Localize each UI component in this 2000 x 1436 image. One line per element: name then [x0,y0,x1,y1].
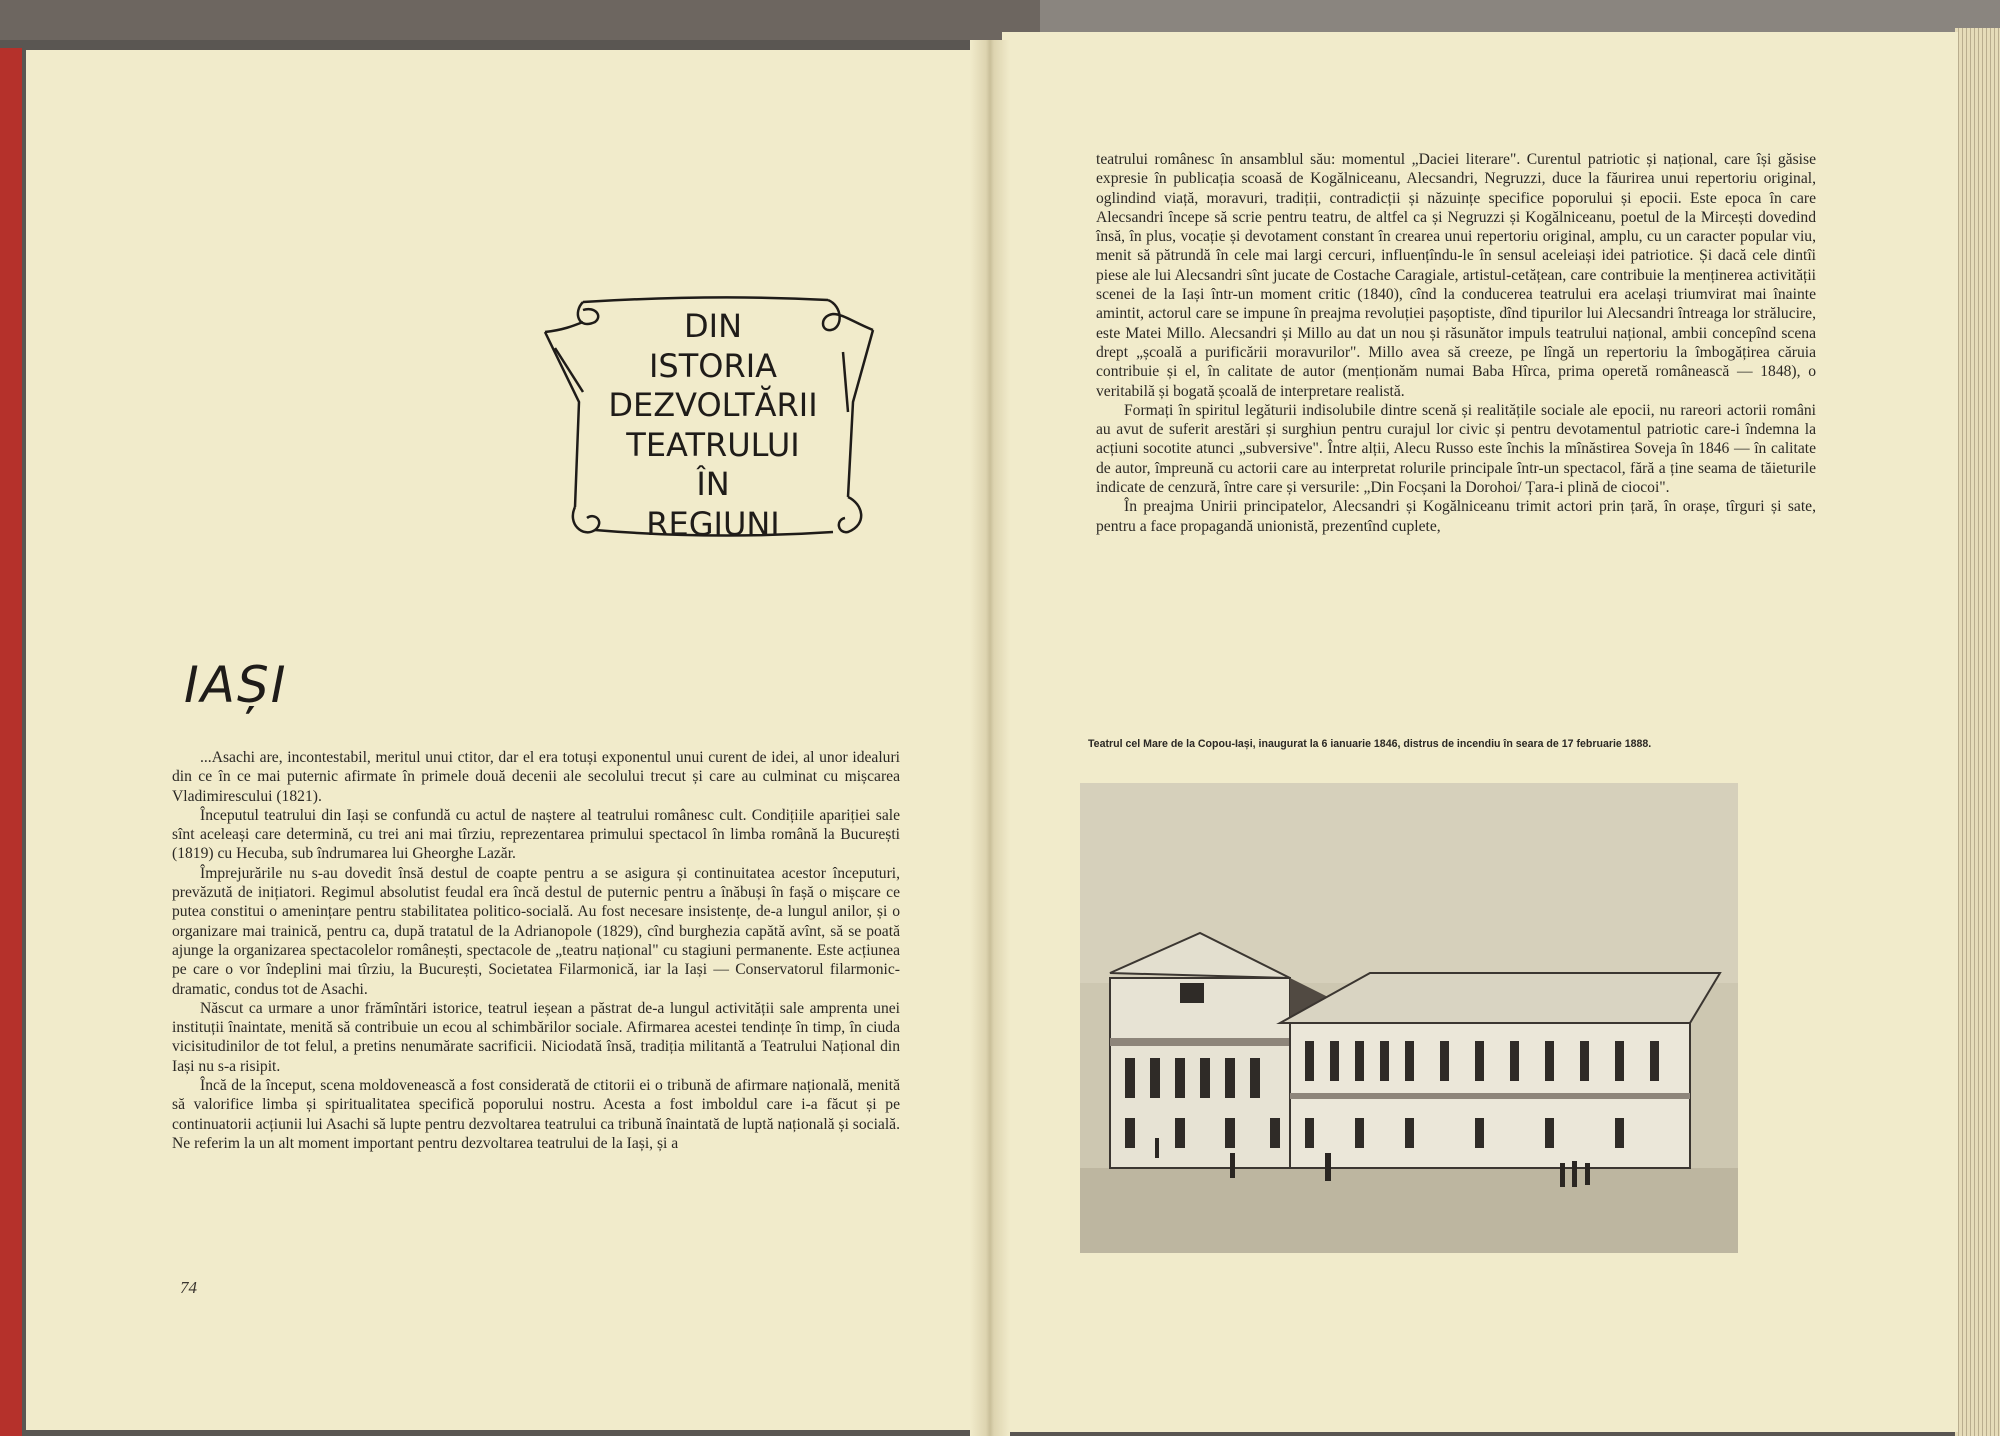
book-cover-edge [0,48,22,1436]
paragraph: Formați în spiritul legăturii indisolubile dintre scenă și realitățile sociale ale epocii, nu rareori actorii români au avut de suferit arestări și surghiun pentru curajul lor civic și pentru devotamentul patriotic care-i îndemna la acțiuni socotite atunci „subversive". Între alții, Alecu Russo este închis la mînăstirea Soveja în 1846 — în calitate de autor, împreună cu actorii care au interpretat rolurile principale într-un spectacol, fără a ține seama de tăieturile indicate de cenzură, între care și versurile: „Din Focșani la Dorohoi/ Țara-i plină de ciocoi". [1096,401,1816,497]
banner-line: DEZVOLTĂRII [608,386,818,424]
banner-title [583,307,843,544]
theatre-building-image [1080,783,1738,1253]
paragraph: Născut ca urmare a unor frămîntări istorice, teatrul ieșean a păstrat de-a lungul activității sale amprenta unei instituții înaintate, menită să contribuie un ecou al schimbărilor sociale. Afirmarea acestei tendințe în timp, în ciuda vicisitudinilor de tot felul, a pretins nenumărate sacrificii. Niciodată însă, tradiția militantă a Teatrului Național din Iași nu s-a risipit. [172,999,900,1075]
background-top-right [1040,0,2000,32]
banner-line: DIN [683,307,742,345]
theatre-photo [1080,783,1738,1253]
paragraph: În preajma Unirii principatelor, Alecsandri și Kogălniceanu trimit actori prin țară, în orașe, tîrguri și sate, pentru a face propagandă unionistă, prezentînd cuplete, [1096,498,1816,535]
left-body-text [172,748,900,1153]
banner-line: ÎN [696,465,730,503]
page-edges [1955,28,2000,1436]
title-banner [543,292,883,552]
left-page [26,50,996,1430]
banner-line: TEATRULUI [626,425,800,464]
book-gutter [970,40,1010,1436]
paragraph: ...Asachi are, incontestabil, meritul unui ctitor, dar el era totuși exponentul unui curent de idei, al unor idealuri din ce în ce mai puternic afirmate în primele două decenii ale secolului trecut și care au culminat cu mișcarea Vladimirescului (1821). [172,749,900,805]
section-title: IAȘI [184,656,288,714]
right-body-text [1096,150,1816,536]
page-number: 74 [180,1278,197,1297]
photo-caption: Teatrul cel Mare de la Copou-Iași, inaugurat la 6 ianuarie 1846, distrus de incendiu în seara de 17 februarie 1888. [1088,738,1652,750]
paragraph: Începutul teatrului din Iași se confundă cu actul de naștere al teatrului românesc cult. Condițiile apariției sale sînt aceleași care determină, cu trei ani mai tîrziu, reprezentarea primului spectacol în limba română la București (1819) cu Hecuba, sub îndrumarea lui Gheorghe Lazăr. [172,806,900,863]
banner-line: ISTORIA [648,346,778,385]
paragraph: Încă de la început, scena moldovenească a fost considerată de ctitorii ei o tribună de afirmare națională, menită să valorifice limba și spiritualitatea specifică poporului nostru. Acesta a fost imboldul care i-a făcut și pe continuatorii acțiunii lui Asachi să lupte pentru dezvoltarea teatrului ca tribună înaintată de luptă națională și socială. Ne referim la un alt moment important pentru dezvoltarea teatrului de la Iași, și a [172,1077,900,1152]
banner-line: REGIUNI [646,504,780,543]
paragraph: teatrului românesc în ansamblul său: momentul „Daciei literare". Curentul patriotic și național, care își găsise expresie în publicația scoasă de Kogălniceanu, Alecsandri, Negruzzi, duce la făurirea unui repertoriu original, oglindind viață, moravuri, tradiții, contradicții și năzuințe specifice poporului și epocii. Este epoca în care Alecsandri începe să scrie pentru teatru, de altfel ca și Negruzzi și Kogălniceanu, poetul de la Mircești dovedind însă, în plus, vocație și devotament constant în crearea unui repertoriu original, amplu, cu un caracter popular viu, menit să pătrundă în cele mai largi cercuri, influențîndu-le în sensul aceleiași idei patriotice. Și dacă cele dintîi piese ale lui Alecsandri sînt jucate de Costache Caragiale, artistul-cetățean, care contribuie la menținerea activității scenei de la Iași într-un moment critic (1840), cînd la conducerea teatrului era același triumvirat mai înainte amintit, actorul care se impune în preajma revoluției pașoptiste, dînd tipurilor lui Alecsandri întreaga lor strălucire, este Matei Millo. Alecsandri și Millo au dat un nou și răsunător impuls teatrului național, ambii concepînd scena drept „școală a purificării moravurilor". Millo avea să creeze, pe lîngă un repertoriu la îmbogățirea căruia contribuie și el, în calitate de autor (menționăm numai Baba Hîrca, prima operetă românească — 1848), o veritabilă și bogată școală de interpretare realistă. [1096,151,1816,400]
paragraph: Împrejurările nu s-au dovedit însă destul de coapte pentru a se asigura și continuitatea acestor începuturi, prevăzută de inițiatori. Regimul absolutist feudal era încă destul de puternic pentru a înăbuși în fașă o mișcare ce putea constitui o amenințare pentru stabilitatea politico-socială. Au fost necesare insistențe, de-a lungul anilor, și o organizare mai trainică, pentru ca, după tratatul de la Adrianopole (1829), cînd burghezia capătă avînt, să se poată ajunge la organizarea spectacolelor românești, spectacole de „teatru național" cu stagiuni permanente. Este acțiunea pe care o vor îndeplini mai tîrziu, la București, Societatea Filarmonică, iar la Iași — Conservatorul filarmonic-dramatic, condus tot de Asachi. [172,864,900,998]
